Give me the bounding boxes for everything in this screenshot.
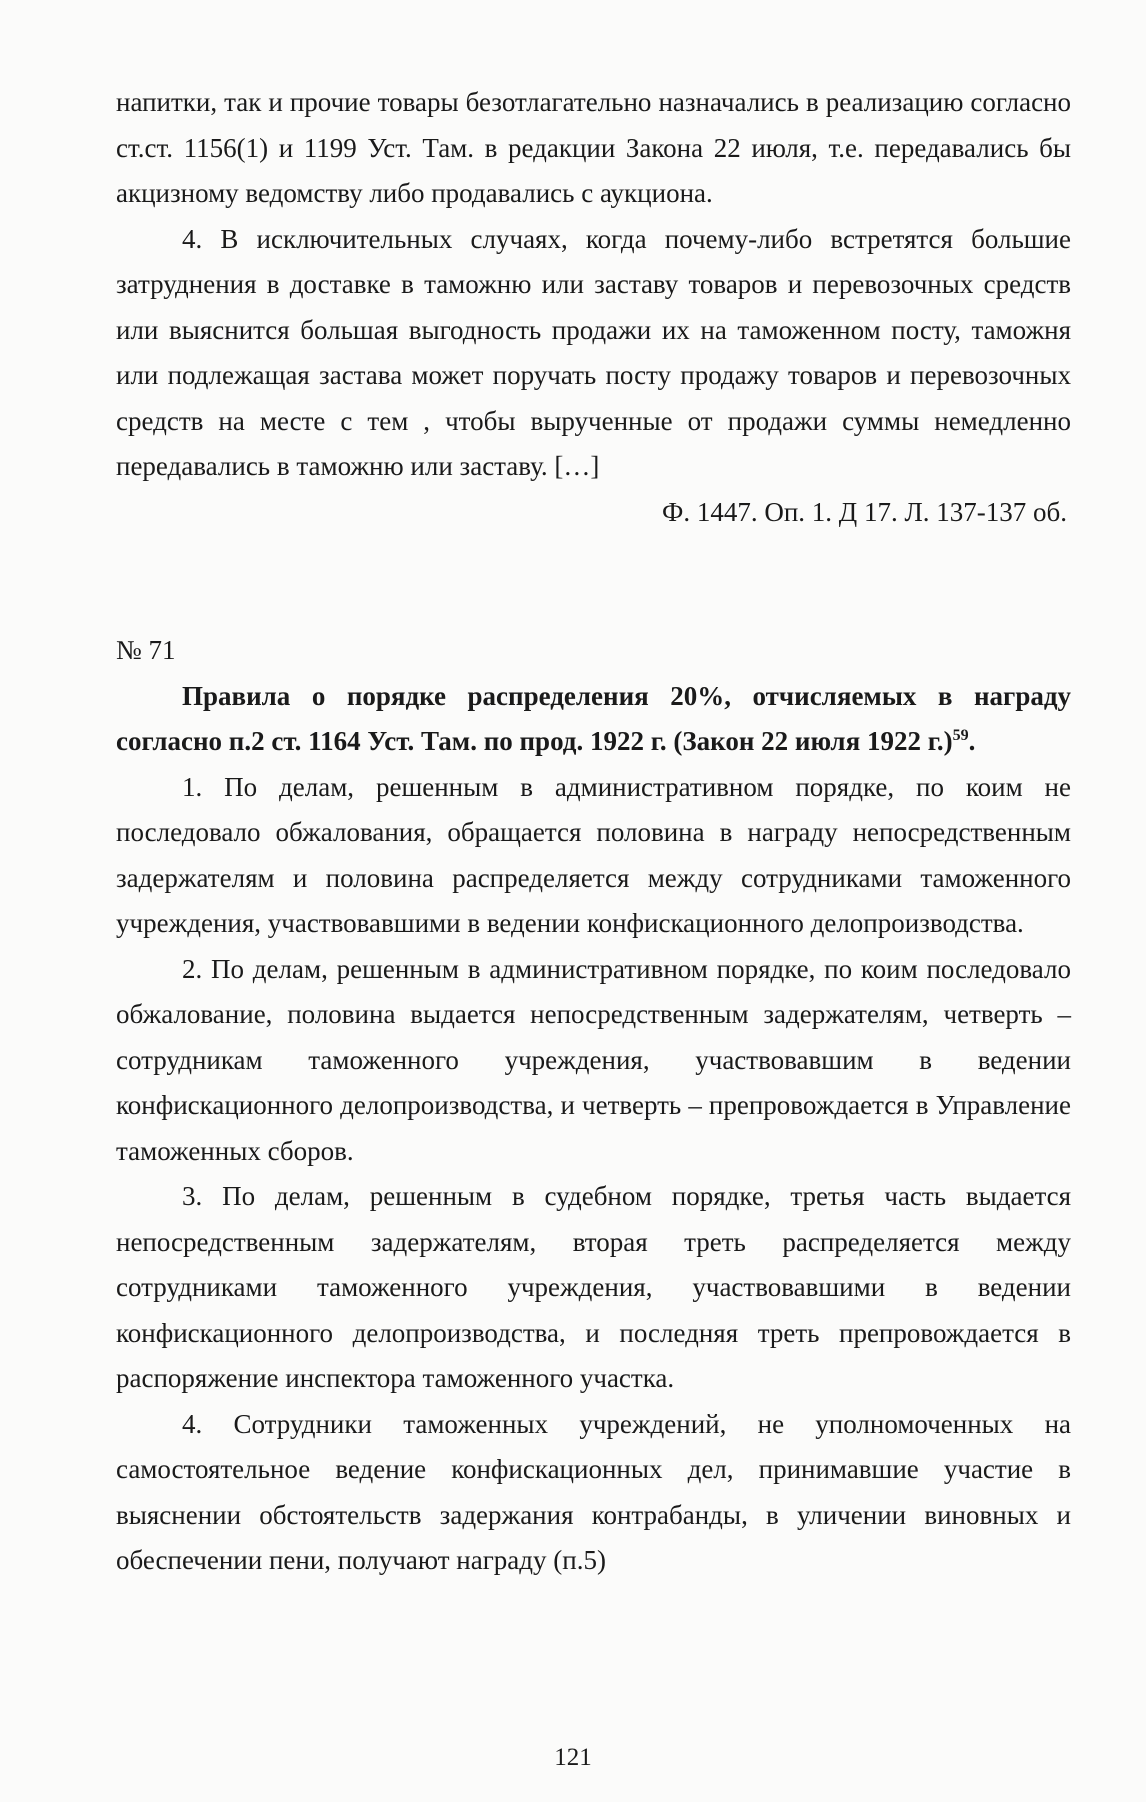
text-block-top xyxy=(116,80,1071,535)
page-number: 121 xyxy=(554,1744,592,1771)
archive-citation: Ф. 1447. Оп. 1. Д 17. Л. 137-137 об. xyxy=(662,496,1067,527)
paragraph-4-prev: 4. В исключительных случаях, когда почему-либо встретятся большие затруднения в доставке в таможню или заставу товаров и перевозочных средств или выяснится большая выгодность продажи их на таможенном посту, таможня или подлежащая застава может поручать посту продажу товаров и перевозочных средств на месте с тем , чтобы вырученные от продажи суммы немедленно передавались в таможню или заставу. […] xyxy=(116,223,1071,481)
document-title-end: . xyxy=(968,726,976,756)
rule-1: 1. По делам, решенным в административном порядке, по коим не последовало обжалования, обращается половина в награду непосредственным задержателям и половина распределяется между сотрудниками таможенного учреждения, участвовавшими в ведении конфискационного делопроизводства. xyxy=(116,771,1071,938)
intro-paragraph: напитки, так и прочие товары безотлагательно назначались в реализацию согласно ст.ст. 1156(1) и 1199 Уст. Там. в редакции Закона 22 июля, т.е. передавались бы акцизному ведомству либо продавались с аукциона. xyxy=(116,87,1071,208)
document-number: № 71 xyxy=(116,635,176,665)
rule-2: 2. По делам, решенным в административном порядке, по коим последовало обжалование, половина выдается непосредственным задержателям, четверть – сотрудникам таможенного учреждения, участвовавшим в ведении конфискационного делопроизводства, и четверть – препровождается в Управление таможенных сборов. xyxy=(116,953,1071,1166)
document-title xyxy=(116,674,1071,765)
footnote-marker: 59 xyxy=(952,727,969,744)
rule-3: 3. По делам, решенным в судебном порядке, третья часть выдается непосредственным задержателям, вторая треть распределяется между сотрудниками таможенного учреждения, участвовавшими в ведении конфискационного делопроизводства, и последняя треть препровождается в распоряжение инспектора таможенного участка. xyxy=(116,1181,1071,1393)
text-block-doc71 xyxy=(116,628,1071,1584)
rule-4: 4. Сотрудники таможенных учреждений, не уполномоченных на самостоятельное ведение конфискационных дел, принимавшие участие в выяснении обстоятельств задержания контрабанды, в уличении виновных и обеспечении пени, получают награду (п.5) xyxy=(116,1408,1071,1575)
document-title-text: Правила о порядке распределения 20%, отчисляемых в награду согласно п.2 ст. 1164 Уст. Там. по прод. 1922 г. (Закон 22 июля 1922 г.) xyxy=(116,680,1071,756)
